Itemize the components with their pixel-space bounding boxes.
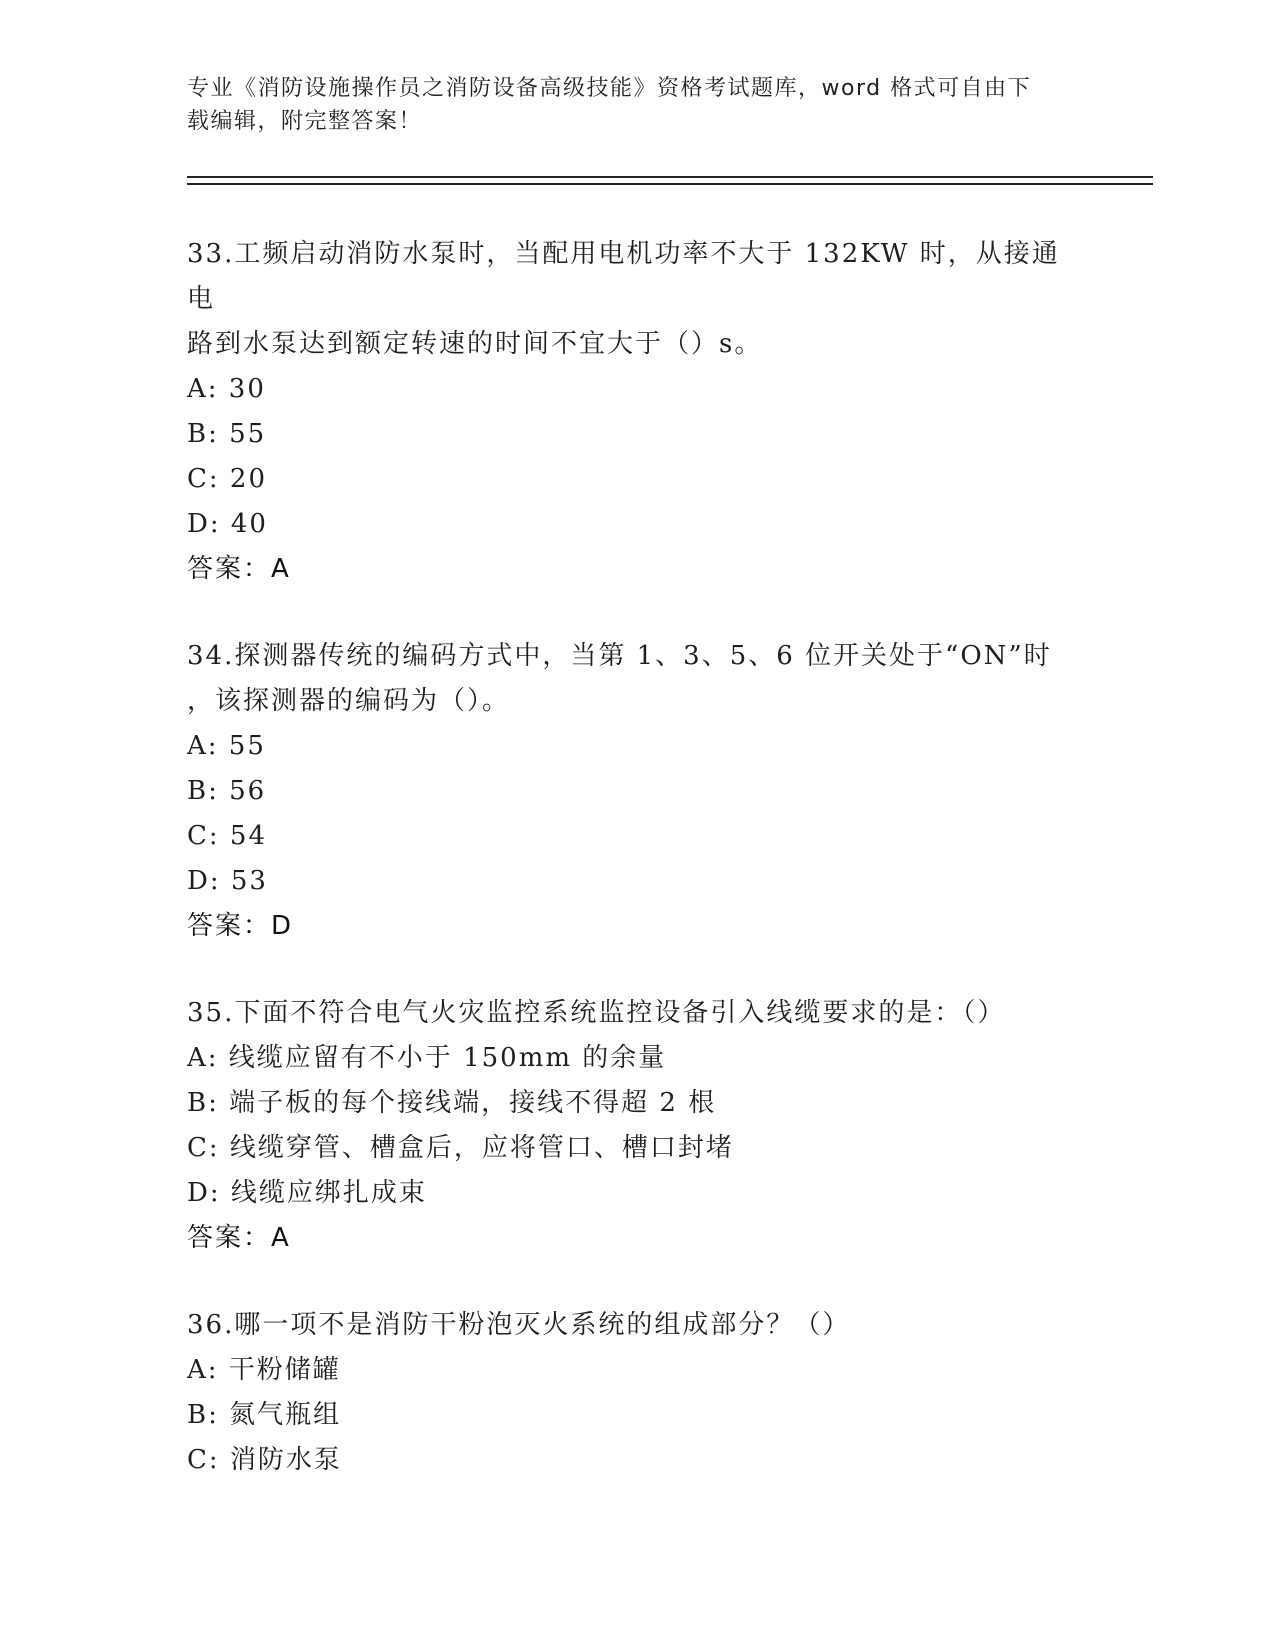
- document-header: [187, 72, 1067, 138]
- option-c: C: 20: [187, 464, 268, 494]
- header-line-1: 专业《消防设施操作员之消防设备高级技能》资格考试题库，word 格式可自由下: [187, 76, 1032, 101]
- option-c: C: 消防水泵: [187, 1445, 342, 1475]
- option-b: B: 56: [187, 776, 267, 806]
- question-list: [187, 232, 1087, 1525]
- option-d: D: 53: [187, 866, 268, 896]
- option-b: B: 氮气瓶组: [187, 1400, 342, 1430]
- question-stem-line: 36.哪一项不是消防干粉泡灭火系统的组成部分？（）: [187, 1310, 851, 1340]
- option-b: B: 55: [187, 419, 267, 449]
- question-36: [187, 1303, 1087, 1483]
- header-line-2: 载编辑，附完整答案！: [187, 109, 423, 134]
- question-stem-line: 路到水泵达到额定转速的时间不宜大于（）s。: [187, 329, 763, 359]
- option-d: D: 40: [187, 509, 268, 539]
- question-34: [187, 634, 1087, 949]
- option-c: C: 线缆穿管、槽盒后，应将管口、槽口封堵: [187, 1133, 734, 1163]
- option-a: A: 30: [187, 374, 266, 404]
- question-stem-line: 34.探测器传统的编码方式中，当第 1、3、5、6 位开关处于“ON”时: [187, 641, 1052, 671]
- answer-line: 答案：D: [187, 911, 294, 941]
- option-c: C: 54: [187, 821, 268, 851]
- question-stem-line: 33.工频启动消防水泵时，当配用电机功率不大于 132KW 时，从接通电: [187, 239, 1060, 314]
- question-33: [187, 232, 1087, 592]
- option-d: D: 线缆应绑扎成束: [187, 1178, 427, 1208]
- question-stem-line: ，该探测器的编码为（）。: [187, 686, 511, 716]
- option-a: A: 干粉储罐: [187, 1355, 341, 1385]
- answer-line: 答案：A: [187, 554, 291, 584]
- option-a: A: 线缆应留有不小于 150mm 的余量: [187, 1043, 667, 1073]
- option-a: A: 55: [187, 731, 266, 761]
- answer-line: 答案：A: [187, 1223, 291, 1253]
- option-b: B: 端子板的每个接线端，接线不得超 2 根: [187, 1088, 717, 1118]
- question-stem-line: 35.下面不符合电气火灾监控系统监控设备引入线缆要求的是：（）: [187, 998, 1006, 1028]
- header-divider: [187, 176, 1153, 185]
- question-35: [187, 991, 1087, 1261]
